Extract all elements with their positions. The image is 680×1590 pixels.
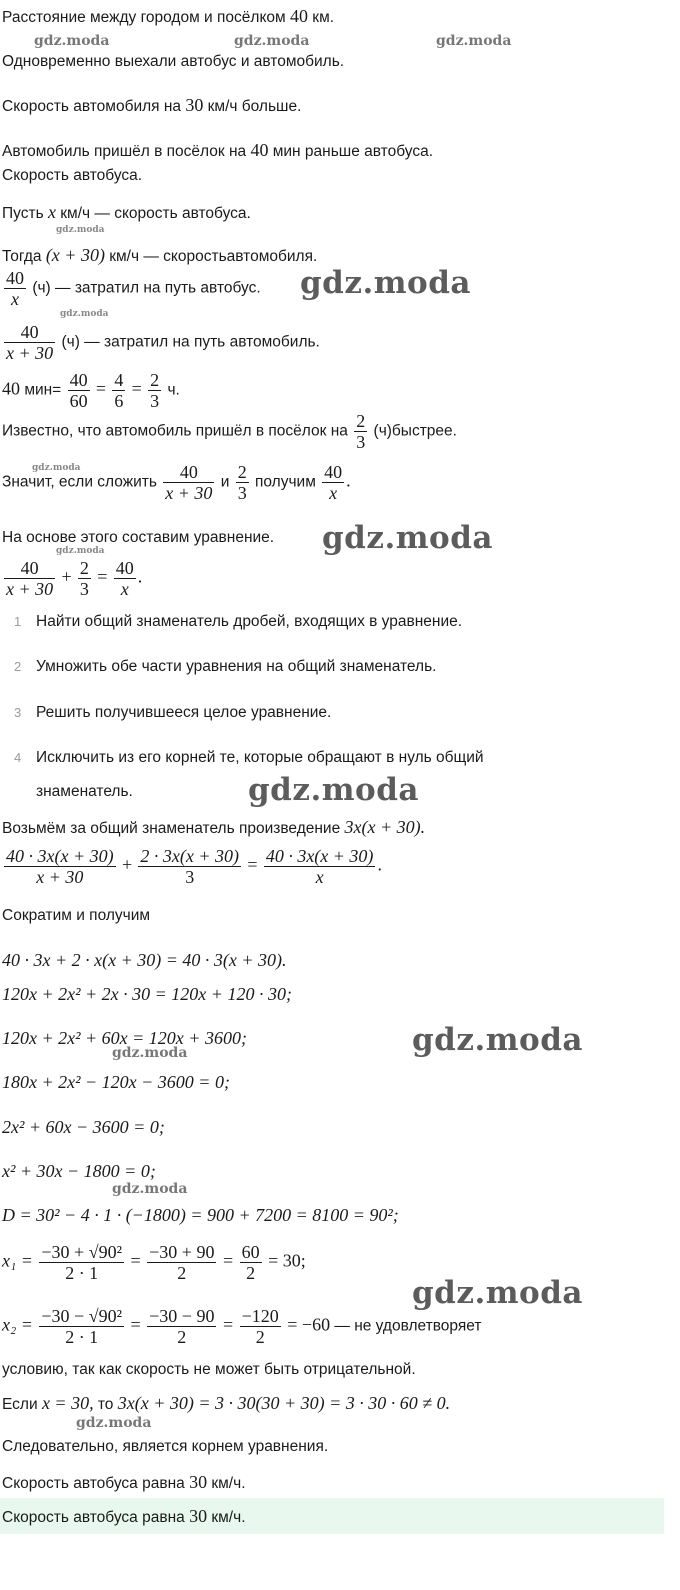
fraction: $\frac{\text{−30 + √90²}}{2 \cdot 1}$ xyxy=(41,1242,122,1283)
fraction: $\frac{40}{x}$ xyxy=(324,462,343,503)
step-number: 1 xyxy=(14,614,22,629)
step-text: Найти общий знаменатель дробей, входящих в уравнение. xyxy=(36,613,463,630)
problem-line-1: Расстояние между городом и посёлком 40 км. xyxy=(2,6,335,26)
bus-time-line: $\frac{40}{x}$ (ч) — затратил на путь автобус. xyxy=(6,268,261,309)
fraction: $\frac{2}{3}$ xyxy=(150,370,160,411)
equation-step-5: 2x² + 60x − 3600 = 0; xyxy=(2,1117,165,1137)
step-text: Решить получившееся целое уравнение. xyxy=(36,704,332,721)
fraction: $\frac{-30 - 90}{2}$ xyxy=(149,1306,215,1347)
watermark: gdz.moda xyxy=(76,1415,152,1431)
root-x2: x₂ = $\frac{\text{−30 − √90²}}{2 \cdot 1}$ = $\frac{-30 - 90}{2}$ = $\frac{-120}{2}$ = −60 — не удовлетворяет xyxy=(2,1306,482,1347)
watermark: gdz.moda xyxy=(34,33,110,49)
step-text: Умножить обе части уравнения на общий знаменатель. xyxy=(36,658,437,675)
watermark: gdz.moda xyxy=(322,520,493,556)
fraction: $\frac{-120}{2}$ xyxy=(241,1306,279,1347)
fraction: $\frac{-30 + 90}{2}$ xyxy=(149,1242,215,1283)
watermark: gdz.moda xyxy=(112,1045,188,1061)
fraction: $\frac{2}{3}$ xyxy=(79,558,89,599)
fraction: $\frac{\text{−30 − √90²}}{2 \cdot 1}$ xyxy=(41,1306,122,1347)
fraction: $\frac{2}{3}$ xyxy=(237,462,247,503)
equation-step-4: 180x + 2x² − 120x − 3600 = 0; xyxy=(2,1072,230,1092)
conclusion: Следовательно, является корнем уравнения. xyxy=(2,1438,329,1455)
problem-line-3: Скорость автомобиля на 30 км/ч больше. xyxy=(2,95,302,115)
step-text: Исключить из его корней те, которые обращают в нуль общий xyxy=(36,749,484,766)
watermark: gdz.moda xyxy=(234,33,310,49)
equation-step-3: 120x + 2x² + 60x = 120x + 3600; xyxy=(2,1028,247,1048)
watermark: gdz.moda xyxy=(56,546,105,556)
problem-line-4: Автомобиль пришёл в посёлок на 40 мин раньше автобуса. xyxy=(2,140,434,160)
fraction: $\frac{2 \cdot 3x(x + 30)}{3}$ xyxy=(140,846,240,887)
fraction: $\frac{4}{6}$ xyxy=(114,370,124,411)
watermark: gdz.moda xyxy=(60,309,109,319)
common-denominator-line: Возьмём за общий знаменатель произведение 3x(x + 30). xyxy=(2,817,426,837)
fraction: $\frac{40 \cdot 3x(x + 30)}{x + 30}$ xyxy=(6,846,114,887)
watermark: gdz.moda xyxy=(248,772,419,808)
multiplied-equation: $\frac{40 \cdot 3x(x + 30)}{x + 30}$ + $\frac{2 \cdot 3x(x + 30)}{3}$ = $\frac{40 \cdot 3x(x + 30)}{x}$ . xyxy=(6,846,382,887)
fraction: $\frac{40}{x}$ xyxy=(6,268,24,309)
step-number: 4 xyxy=(14,750,22,765)
root-x1: x₁ = $\frac{\text{−30 + √90²}}{2 \cdot 1}$ = $\frac{-30 + 90}{2}$ = $\frac{60}{2}$ = 30; xyxy=(2,1242,306,1283)
reduce-line: Сократим и получим xyxy=(2,907,151,924)
known-line: Известно, что автомобиль пришёл в посёлок на $\frac{2}{3}$ (ч)быстрее. xyxy=(2,411,457,452)
main-equation: $\frac{40}{x + 30}$ + $\frac{2}{3}$ = $\frac{40}{x}$ . xyxy=(6,558,143,599)
fraction: $\frac{40 \cdot 3x(x + 30)}{x}$ xyxy=(265,846,374,887)
step-number: 2 xyxy=(14,659,22,674)
watermark: gdz.moda xyxy=(412,1022,583,1058)
fraction: $\frac{40}{x + 30}$ xyxy=(6,558,54,599)
equation-step-2: 120x + 2x² + 2x · 30 = 120x + 120 · 30; xyxy=(2,984,292,1004)
step-number: 3 xyxy=(14,705,22,720)
fraction: $\frac{2}{3}$ xyxy=(356,411,366,452)
equation-step-1: 40 · 3x + 2 · x(x + 30) = 40 · 3(x + 30). xyxy=(2,950,287,970)
watermark: gdz.moda xyxy=(436,33,512,49)
final-answer: Скорость автобуса равна 30 км/ч. xyxy=(2,1506,246,1526)
watermark: gdz.moda xyxy=(412,1275,583,1311)
fraction: $\frac{40}{x + 30}$ xyxy=(165,462,213,503)
answer-line: Скорость автобуса равна 30 км/ч. xyxy=(2,1472,246,1492)
then-line: Тогда (x + 30) км/ч — скоростьавтомобиля. xyxy=(2,245,318,265)
sum-line: Значит, если сложить $\frac{40}{x + 30}$ и $\frac{2}{3}$ получим $\frac{40}{x}$ . xyxy=(2,462,351,503)
equation-intro: На основе этого составим уравнение. xyxy=(2,529,275,546)
fraction: $\frac{60}{2}$ xyxy=(241,1242,260,1283)
problem-line-2: Одновременно выехали автобус и автомобиль. xyxy=(2,53,345,70)
discriminant: D = 30² − 4 · 1 · (−1800) = 900 + 7200 = 8100 = 90²; xyxy=(2,1205,399,1225)
equation-step-6: x² + 30x − 1800 = 0; xyxy=(2,1161,156,1181)
minutes-line: 40 мин= $\frac{40}{60}$ = $\frac{4}{6}$ = $\frac{2}{3}$ ч. xyxy=(2,370,180,411)
check-line: Если x = 30, то 3x(x + 30) = 3 · 30(30 + 30) = 3 · 30 · 60 ≠ 0. xyxy=(2,1393,451,1413)
fraction: $\frac{40}{x + 30}$ xyxy=(6,322,54,363)
step-text-cont: знаменатель. xyxy=(36,783,133,800)
x2-note-cont: условию, так как скорость не может быть отрицательной. xyxy=(2,1361,416,1378)
watermark: gdz.moda xyxy=(56,225,105,235)
problem-line-5: Скорость автобуса. xyxy=(2,167,143,184)
let-line: Пусть x км/ч — скорость автобуса. xyxy=(2,202,251,222)
car-time-line: $\frac{40}{x + 30}$ (ч) — затратил на путь автомобиль. xyxy=(6,322,320,363)
watermark: gdz.moda xyxy=(112,1181,188,1197)
watermark: gdz.moda xyxy=(300,265,471,301)
fraction: $\frac{40}{x}$ xyxy=(115,558,134,599)
fraction: $\frac{40}{60}$ xyxy=(69,370,88,411)
watermark: gdz.moda xyxy=(32,463,81,473)
